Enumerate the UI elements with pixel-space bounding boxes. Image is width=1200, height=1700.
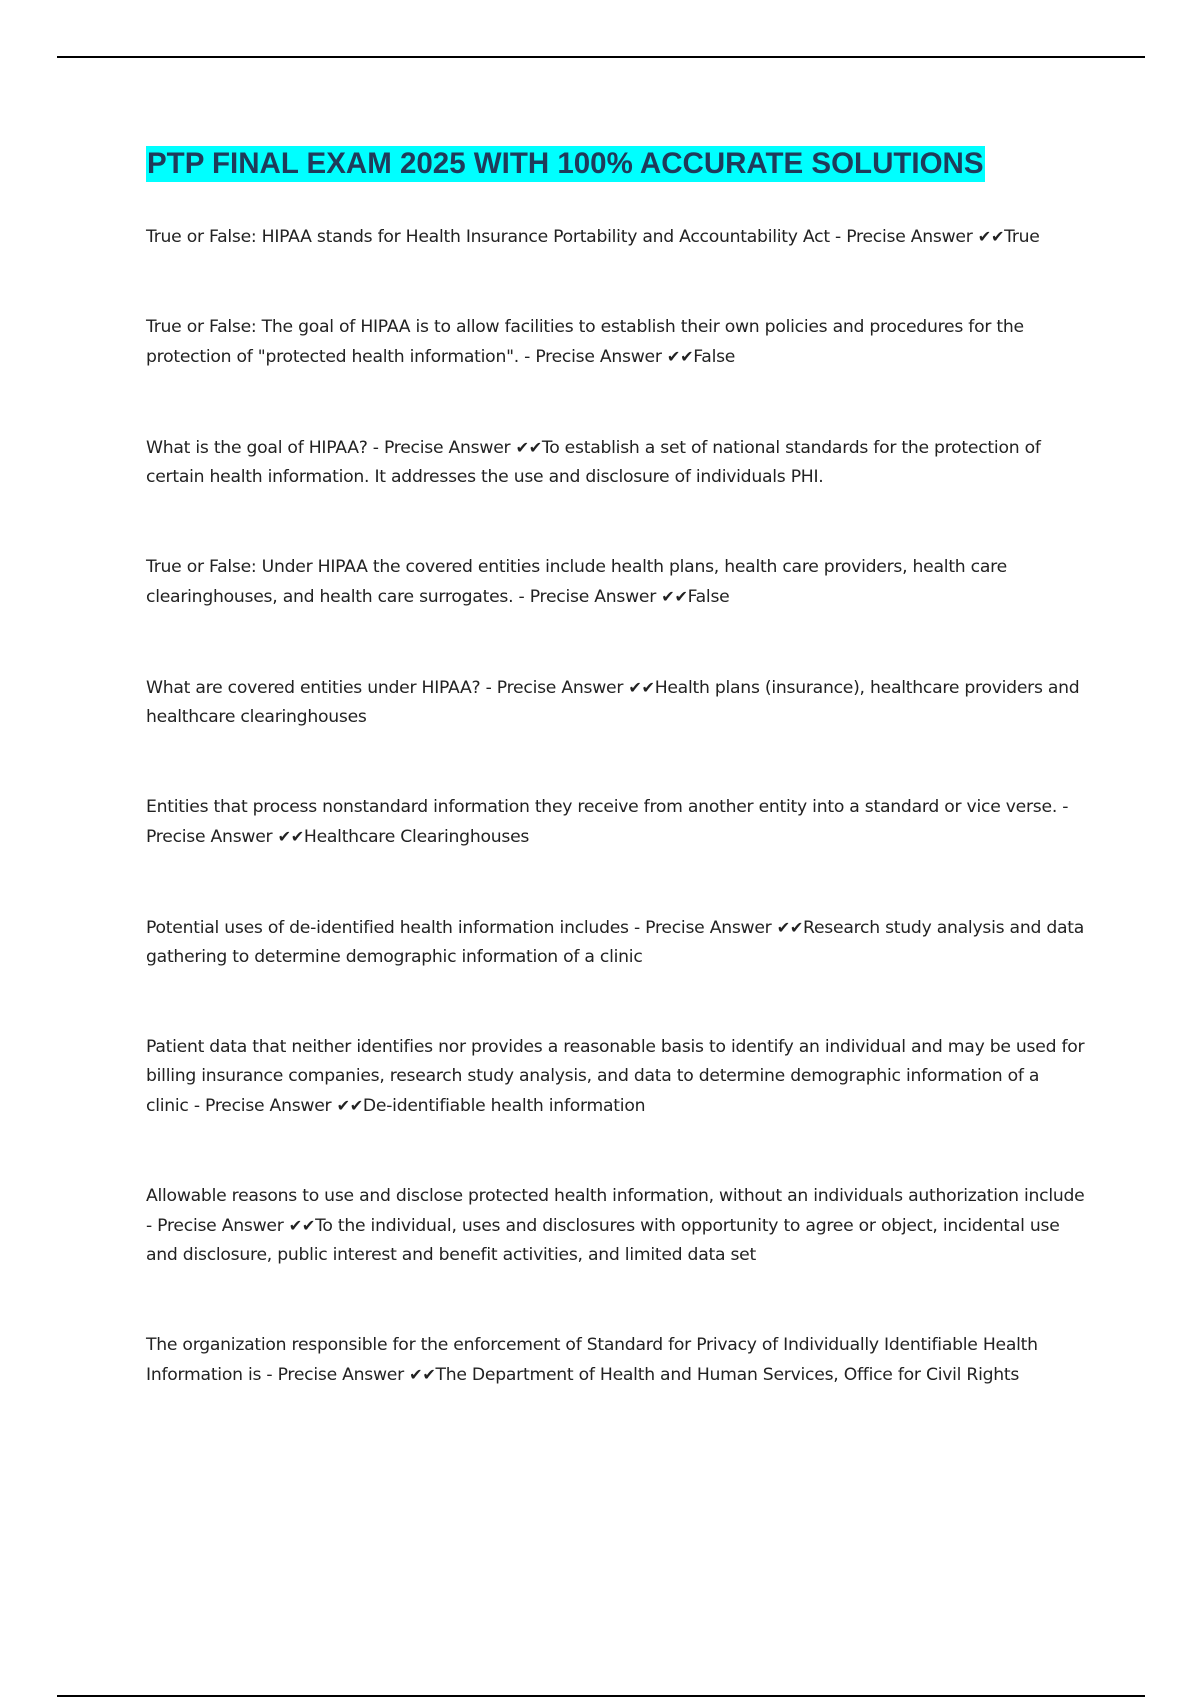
bottom-rule — [57, 1695, 1145, 1697]
qa-item: Patient data that neither identifies nor provides a reasonable basis to identify an individual and may be used for billing insurance companies, research study analysis, and data to determine demographic information of a clinic - Precise Answer ✔✔De-identifiable health information — [146, 1037, 1085, 1116]
question-text: True or False: HIPAA stands for Health Insurance Portability and Accountability Act — [146, 227, 830, 247]
check-mark-icon: ✔✔ — [661, 587, 688, 606]
qa-item: What is the goal of HIPAA? - Precise Answer ✔✔To establish a set of national standards for the protection of certain health information. It addresses the use and disclosure of individuals PHI. — [146, 438, 1041, 487]
answer-text: To the individual, uses and disclosures with opportunity to agree or object, incidental use and disclosure, public interest and benefit activities, and limited data set — [146, 1216, 1060, 1265]
answer-label: Precise Answer — [645, 918, 772, 938]
question-text: Entities that process nonstandard information they receive from another entity into a standard or vice verse. — [146, 797, 1058, 817]
qa-item: Entities that process nonstandard information they receive from another entity into a standard or vice verse. - Precise Answer ✔✔Healthcare Clearinghouses — [146, 797, 1069, 847]
check-mark-icon: ✔✔ — [666, 347, 694, 366]
answer-text: Health plans (insurance), healthcare providers and healthcare clearinghouses — [146, 678, 1080, 727]
answer-label: Precise Answer — [205, 1096, 332, 1116]
answer-label: Precise Answer — [529, 587, 657, 607]
qa-item: True or False: Under HIPAA the covered entities include health plans, health care providers, health care clearinghouses, and health care surrogates. - Precise Answer ✔✔False — [146, 557, 1007, 607]
qa-item: What are covered entities under HIPAA? - Precise Answer ✔✔Health plans (insurance), healthcare providers and healthcare clearinghouses — [146, 678, 1080, 727]
qa-item: Potential uses of de-identified health information includes - Precise Answer ✔✔Research study analysis and data gathering to determine demographic information of a clinic — [146, 918, 1085, 967]
top-rule — [57, 56, 1145, 58]
answer-label: Precise Answer — [535, 347, 662, 367]
qa-item: Allowable reasons to use and disclose protected health information, without an individuals authorization include - Precise Answer ✔✔To the individual, uses and disclosures with opportunity to agree or object, incidental use and disclosure, public interest and benefit activities, and limited data set — [146, 1186, 1085, 1265]
check-mark-icon: ✔✔ — [409, 1365, 436, 1384]
answer-text: Research study analysis and data gathering to determine demographic information of a clinic — [146, 918, 1085, 967]
check-mark-icon: ✔✔ — [277, 827, 304, 846]
answer-text: True — [1004, 227, 1040, 247]
check-mark-icon: ✔✔ — [977, 227, 1005, 246]
question-text: True or False: The goal of HIPAA is to allow facilities to establish their own policies and procedures for the protection of "protected health information". — [146, 317, 1024, 367]
answer-label: Precise Answer — [496, 678, 624, 698]
question-text: Patient data that neither identifies nor provides a reasonable basis to identify an individual and may be used for billing insurance companies, research study analysis, and data to determine demographic information of a clinic — [146, 1037, 1085, 1116]
answer-label: Precise Answer — [277, 1365, 404, 1385]
check-mark-icon: ✔✔ — [776, 918, 804, 937]
question-text: What are covered entities under HIPAA? — [146, 678, 481, 698]
answer-label: Precise Answer — [146, 827, 273, 847]
answer-label: Precise Answer — [383, 438, 511, 458]
page-title: PTP FINAL EXAM 2025 WITH 100% ACCURATE SOLUTIONS — [147, 147, 984, 180]
qa-item: True or False: The goal of HIPAA is to allow facilities to establish their own policies and procedures for the protection of "protected health information". - Precise Answer ✔✔False — [146, 317, 1024, 367]
question-text: Allowable reasons to use and disclose protected health information, without an individuals authorization include — [146, 1186, 1085, 1206]
answer-text: Healthcare Clearinghouses — [303, 827, 530, 847]
check-mark-icon: ✔✔ — [628, 678, 655, 697]
question-text: The organization responsible for the enforcement of Standard for Privacy of Individually Identifiable Health Information is — [146, 1335, 1038, 1385]
answer-text: The Department of Health and Human Services, Office for Civil Rights — [435, 1365, 1020, 1385]
question-text: True or False: Under HIPAA the covered entities include health plans, health care providers, health care clearinghouses, and health care surrogates. — [146, 557, 1007, 607]
question-text: Potential uses of de-identified health information includes — [146, 918, 629, 938]
answer-text: False — [687, 587, 730, 607]
answer-text: De-identifiable health information — [362, 1096, 646, 1116]
answer-label: Precise Answer — [846, 227, 973, 247]
question-text: What is the goal of HIPAA? — [146, 438, 368, 458]
qa-item: True or False: HIPAA stands for Health Insurance Portability and Accountability Act - Precise Answer ✔✔True — [146, 227, 1040, 247]
document-body — [146, 146, 1096, 1451]
check-mark-icon: ✔✔ — [336, 1096, 363, 1115]
qa-item: The organization responsible for the enforcement of Standard for Privacy of Individually Identifiable Health Information is - Precise Answer ✔✔The Department of Health and Human Services, Office for Civil Rights — [146, 1335, 1038, 1385]
answer-text: False — [693, 347, 736, 367]
answer-label: Precise Answer — [157, 1216, 284, 1236]
answer-text: To establish a set of national standards for the protection of certain health information. It addresses the use and disclosure of individuals PHI. — [146, 438, 1041, 487]
check-mark-icon: ✔✔ — [288, 1216, 316, 1235]
check-mark-icon: ✔✔ — [515, 438, 542, 457]
qa-list — [146, 222, 1096, 1390]
